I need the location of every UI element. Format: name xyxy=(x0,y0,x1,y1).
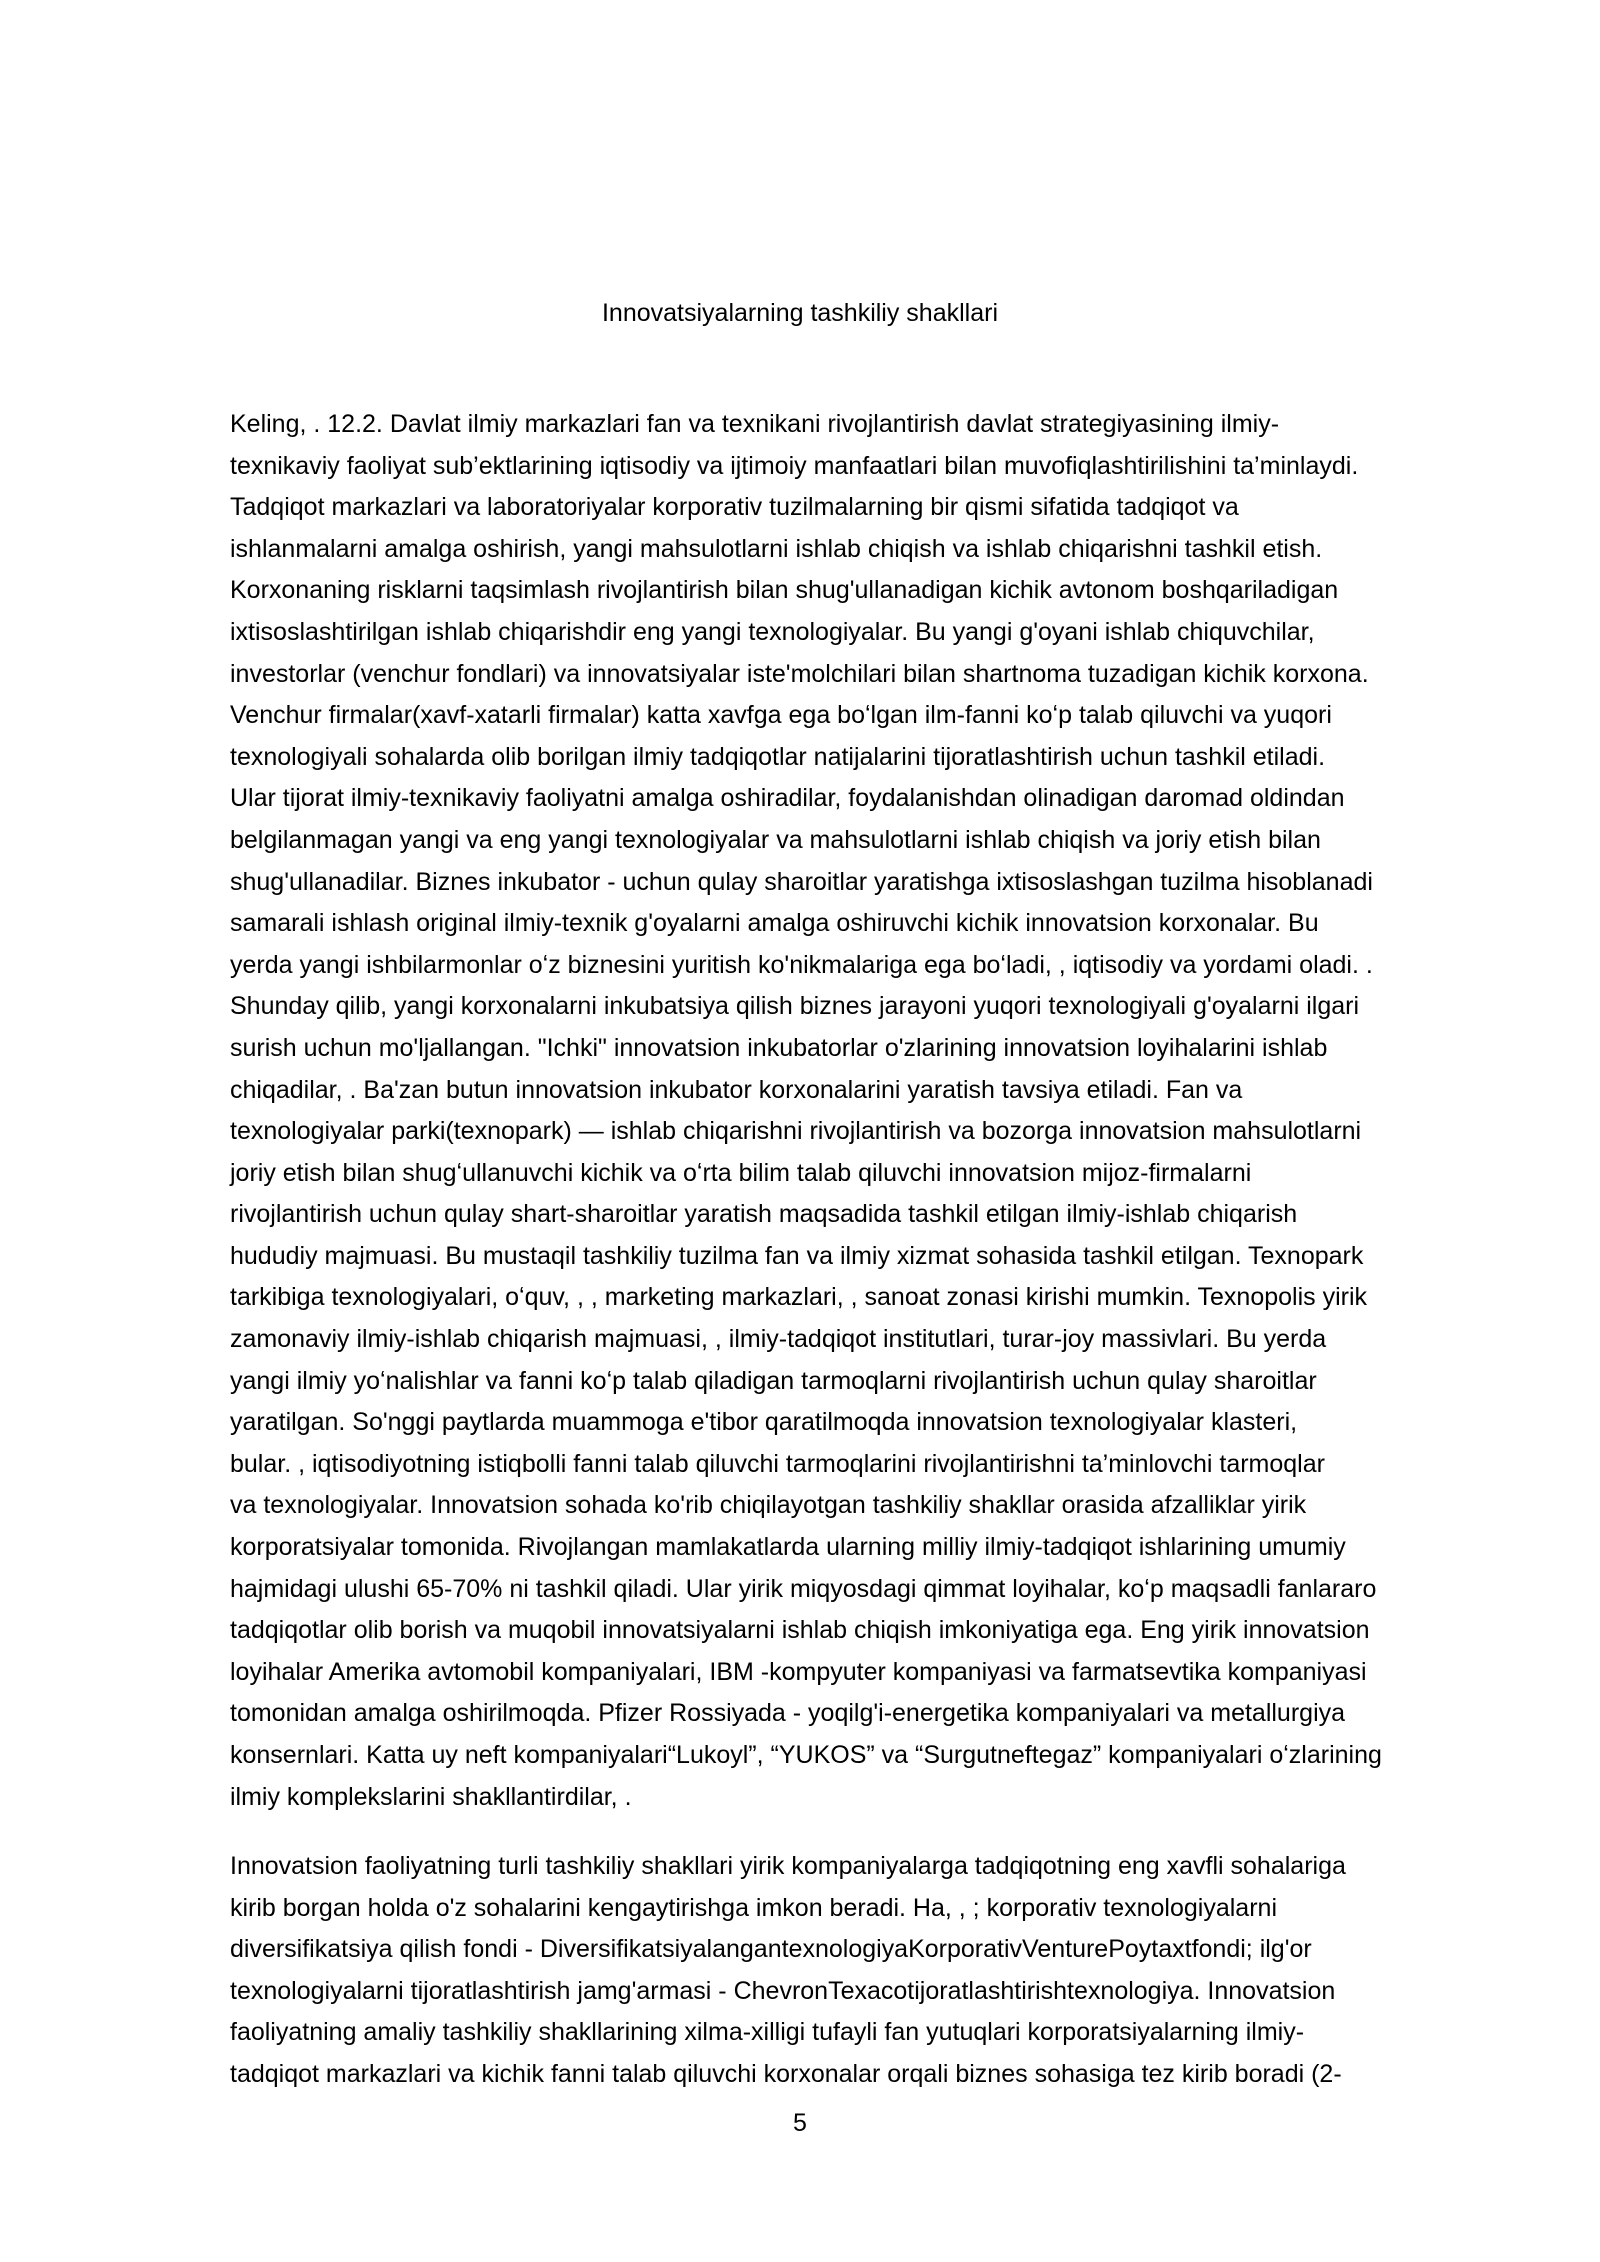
text-line: yerda yangi ishbilarmonlar oʻz biznesini yuritish ko'nikmalariga ega boʻladi, , iqtisodiy va yordami oladi. . xyxy=(230,950,1373,979)
text-line: ilmiy komplekslarini shakllantirdilar, . xyxy=(230,1782,632,1811)
text-line: Tadqiqot markazlari va laboratoriyalar korporativ tuzilmalarning bir qismi sifatida tadqiqot va xyxy=(230,493,1239,522)
text-line: tadqiqotlar olib borish va muqobil innovatsiyalarni ishlab chiqish imkoniyatiga ega. Eng yirik innovatsion xyxy=(230,1616,1370,1645)
text-line: Innovatsion faoliyatning turli tashkiliy shakllari yirik kompaniyalarga tadqiqotning eng xavfli sohalariga xyxy=(230,1852,1346,1880)
text-line: rivojlantirish uchun qulay shart-sharoitlar yaratish maqsadida tashkil etilgan ilmiy-ishlab chiqarish xyxy=(230,1200,1298,1229)
text-line: shug'ullanadilar. Biznes inkubator - uchun qulay sharoitlar yaratishga ixtisoslashgan tuzilma hisoblanadi xyxy=(230,867,1373,896)
text-line: texnologiyali sohalarda olib borilgan ilmiy tadqiqotlar natijalarini tijoratlashtirish uchun tashkil etiladi. xyxy=(230,742,1326,771)
text-line: texnologiyalarni tijoratlashtirish jamg'armasi - ChevronTexacotijoratlashtirishtexnologiya. Innovatsion xyxy=(230,1976,1336,2005)
text-line: texnologiyalar parki(texnopark) — ishlab chiqarishni rivojlantirish va bozorga innovatsion mahsulotlarni xyxy=(230,1117,1362,1146)
text-line: Shunday qilib, yangi korxonalarni inkubatsiya qilish biznes jarayoni yuqori texnologiyali g'oyalarni ilgari xyxy=(230,992,1360,1021)
text-line: samarali ishlash original ilmiy-texnik g'oyalarni amalga oshiruvchi kichik innovatsion korxonalar. Bu xyxy=(230,909,1319,938)
page-number: 5 xyxy=(793,2109,807,2137)
text-line: ishlanmalarni amalga oshirish, yangi mahsulotlarni ishlab chiqish va ishlab chiqarishni tashkil etish. xyxy=(230,534,1323,563)
text-line: Ular tijorat ilmiy-texnikaviy faoliyatni amalga oshiradilar, foydalanishdan olinadigan daromad oldindan xyxy=(230,784,1345,813)
text-line: yangi ilmiy yoʻnalishlar va fanni koʻp talab qiladigan tarmoqlarni rivojlantirish uchun qulay sharoitlar xyxy=(230,1366,1317,1395)
text-line: hajmidagi ulushi 65-70% ni tashkil qiladi. Ular yirik miqyosdagi qimmat loyihalar, koʻp maqsadli fanlararo xyxy=(230,1574,1377,1603)
text-line: joriy etish bilan shugʻullanuvchi kichik va oʻrta bilim talab qiluvchi innovatsion mijoz-firmalarni xyxy=(230,1158,1252,1187)
paragraph-1 xyxy=(230,404,1530,1818)
text-line: zamonaviy ilmiy-ishlab chiqarish majmuasi, , ilmiy-tadqiqot institutlari, turar-joy massivlari. Bu yerda xyxy=(230,1325,1327,1354)
text-line: Korxonaning risklarni taqsimlash rivojlantirish bilan shug'ullanadigan kichik avtonom boshqariladigan xyxy=(230,576,1339,605)
text-line: va texnologiyalar. Innovatsion sohada ko'rib chiqilayotgan tashkiliy shakllar orasida afzalliklar yirik xyxy=(230,1491,1307,1520)
text-line: bular. , iqtisodiyotning istiqbolli fanni talab qiluvchi tarmoqlarini rivojlantirishni ta’minlovchi tarmoqlar xyxy=(230,1449,1325,1478)
text-line: tomonidan amalga oshirilmoqda. Pfizer Rossiyada - yoqilg'i-energetika kompaniyalari va metallurgiya xyxy=(230,1699,1346,1728)
text-line: chiqadilar, . Ba'zan butun innovatsion inkubator korxonalarini yaratish tavsiya etiladi. Fan va xyxy=(230,1075,1243,1104)
text-line: tadqiqot markazlari va kichik fanni talab qiluvchi korxonalar orqali biznes sohasiga tez kirib boradi (2- xyxy=(230,2059,1342,2088)
text-line: faoliyatning amaliy tashkiliy shakllarining xilma-xilligi tufayli fan yutuqlari korporatsiyalarning ilmiy- xyxy=(230,2018,1305,2047)
page-title: Innovatsiyalarning tashkiliy shakllari xyxy=(601,299,999,327)
text-line: Venchur firmalar(xavf-xatarli firmalar) katta xavfga ega boʻlgan ilm-fanni koʻp talab qiluvchi va yuqori xyxy=(230,701,1332,730)
text-line: tarkibiga texnologiyalari, oʻquv, , , marketing markazlari, , sanoat zonasi kirishi mumkin. Texnopolis yirik xyxy=(230,1283,1368,1312)
text-line: belgilanmagan yangi va eng yangi texnologiyalar va mahsulotlarni ishlab chiqish va joriy etish bilan xyxy=(230,825,1321,854)
text-line: kirib borgan holda o'z sohalarini kengaytirishga imkon beradi. Ha, , ; korporativ texnologiyalarni xyxy=(230,1893,1277,1922)
paragraph-2 xyxy=(230,1846,1530,2096)
text-line: ixtisoslashtirilgan ishlab chiqarishdir eng yangi texnologiyalar. Bu yangi g'oyani ishlab chiquvchilar, xyxy=(230,617,1315,646)
text-line: korporatsiyalar tomonida. Rivojlangan mamlakatlarda ularning milliy ilmiy-tadqiqot ishlarining umumiy xyxy=(230,1533,1346,1562)
text-line: surish uchun mo'ljallangan. "Ichki" innovatsion inkubatorlar o'zlarining innovatsion loyihalarini ishlab xyxy=(230,1033,1328,1062)
text-line: loyihalar Amerika avtomobil kompaniyalari, IBM -kompyuter kompaniyasi va farmatsevtika kompaniyasi xyxy=(230,1657,1367,1686)
text-line: investorlar (venchur fondlari) va innovatsiyalar iste'molchilari bilan shartnoma tuzadigan kichik korxona. xyxy=(230,659,1369,688)
text-line: Keling, . 12.2. Davlat ilmiy markazlari fan va texnikani rivojlantirish davlat strategiyasining ilmiy- xyxy=(230,410,1280,438)
text-line: yaratilgan. So'nggi paytlarda muammoga e'tibor qaratilmoqda innovatsion texnologiyalar klasteri, xyxy=(230,1408,1298,1437)
text-line: texnikaviy faoliyat sub’ektlarining iqtisodiy va ijtimoiy manfaatlari bilan muvofiqlashtirilishini ta’minlaydi. xyxy=(230,451,1359,480)
text-line: diversifikatsiya qilish fondi - DiversifikatsiyalangantexnologiyaKorporativVenturePoytaxtfondi; ilg'or xyxy=(230,1935,1312,1964)
text-line: konsernlari. Katta uy neft kompaniyalari“Lukoyl”, “YUKOS” va “Surgutneftegaz” kompaniyalari oʻzlarining xyxy=(230,1741,1382,1769)
text-line: hududiy majmuasi. Bu mustaqil tashkiliy tuzilma fan va ilmiy xizmat sohasida tashkil etilgan. Texnopark xyxy=(230,1241,1364,1270)
